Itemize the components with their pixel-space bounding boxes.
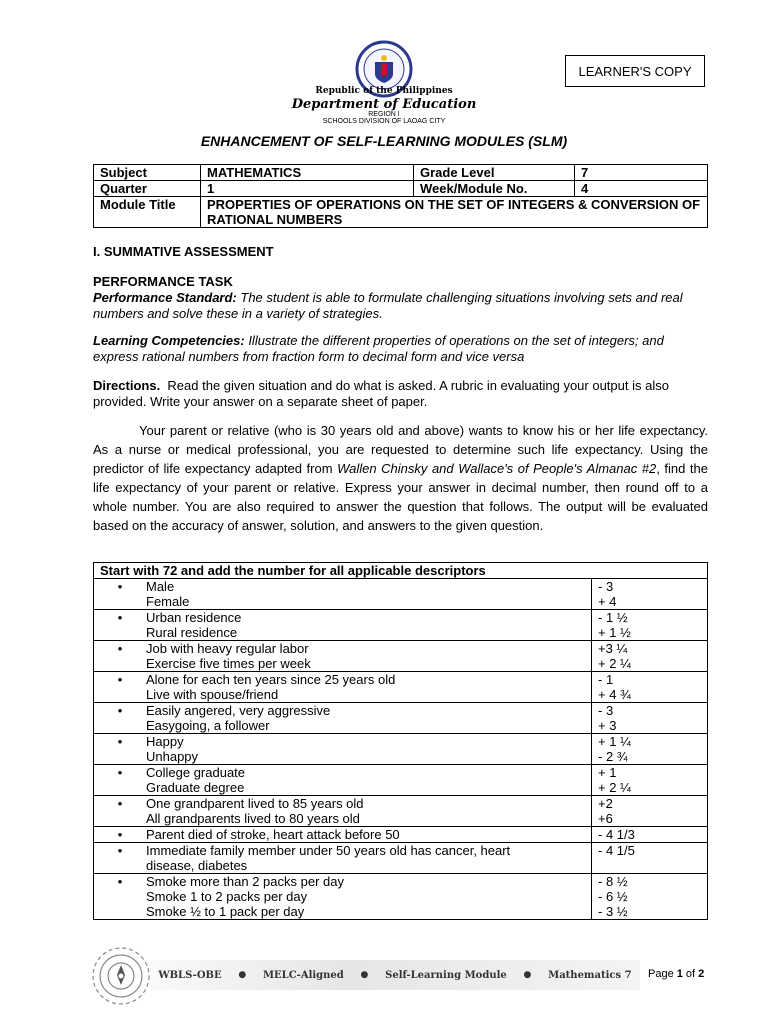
- directions: [93, 378, 708, 410]
- footer-emblem-icon: [90, 945, 152, 1007]
- bullet: •: [117, 827, 123, 842]
- bullet: •: [117, 703, 123, 718]
- footer-item-slm: Self-Learning Module: [385, 969, 507, 981]
- descriptor-value: + 1: [598, 765, 617, 780]
- subject-value: MATHEMATICS: [201, 165, 414, 181]
- descriptor-text: Smoke ½ to 1 pack per day: [146, 904, 305, 919]
- module-title-value: PROPERTIES OF OPERATIONS ON THE SET OF INTEGERS & CONVERSION OF RATIONAL NUMBERS: [201, 197, 708, 228]
- descriptor-text: Unhappy: [146, 749, 199, 764]
- descriptor-text: Easygoing, a follower: [146, 718, 270, 733]
- descriptor-text: Female: [146, 594, 190, 609]
- situation-paragraph: [93, 421, 708, 535]
- performance-standard: [93, 290, 708, 322]
- week-module-label: Week/Module No.: [414, 181, 575, 197]
- descriptor-value: - 4 1/3: [598, 827, 635, 842]
- descriptor-text: Job with heavy regular labor: [146, 641, 309, 656]
- footer-item-wbls: WBLS-OBE: [158, 969, 222, 981]
- bullet: •: [117, 796, 123, 811]
- quarter-value: 1: [201, 181, 414, 197]
- table-row: [94, 843, 708, 874]
- descriptor-text: Smoke more than 2 packs per day: [146, 874, 344, 889]
- descriptor-text: Smoke 1 to 2 packs per day: [146, 889, 308, 904]
- descriptor-text: College graduate: [146, 765, 246, 780]
- bullet: •: [117, 734, 123, 749]
- descriptor-value: + 1 ¼: [598, 734, 631, 749]
- descriptor-text: All grandparents lived to 80 years old: [146, 811, 360, 826]
- learners-copy-label: LEARNER'S COPY: [565, 55, 705, 87]
- module-info-table: [93, 164, 708, 228]
- descriptor-value: +6: [598, 811, 613, 826]
- descriptor-value: - 1 ½: [598, 610, 628, 625]
- learning-competencies-text: Illustrate the different properties of operations on the set of integers; and express rational numbers from fraction form to decimal form and vice versa: [93, 333, 664, 364]
- table-row: [94, 734, 708, 765]
- learning-competencies: [93, 333, 708, 365]
- descriptor-text: Parent died of stroke, heart attack before 50: [146, 827, 400, 842]
- footer-item-melc: MELC-Aligned: [262, 969, 344, 981]
- footer-separator: ●: [360, 970, 369, 980]
- descriptor-text: One grandparent lived to 85 years old: [146, 796, 364, 811]
- descriptor-value: - 3: [598, 579, 614, 594]
- footer-band: [150, 960, 640, 990]
- descriptor-text: Male: [146, 579, 175, 594]
- page-current: 1: [676, 968, 683, 980]
- table-row: [94, 672, 708, 703]
- descriptor-value: - 3 ½: [598, 904, 628, 919]
- descriptor-value: + 2 ¼: [598, 780, 631, 795]
- descriptor-value: + 2 ¼: [598, 656, 631, 671]
- grade-level-value: 7: [575, 165, 708, 181]
- descriptor-value: + 1 ½: [598, 625, 631, 640]
- page-prefix: Page: [648, 968, 677, 980]
- department-heading: Department of Education: [291, 97, 477, 112]
- descriptor-value: +3 ¼: [598, 641, 628, 656]
- page-total: 2: [698, 968, 705, 980]
- descriptor-text: Happy: [146, 734, 184, 749]
- descriptor-value: + 4: [598, 594, 617, 609]
- directions-text: Read the given situation and do what is asked. A rubric in evaluating your output is also provided. Write your answer on a separate sheet of paper.: [93, 378, 673, 409]
- descriptor-text: Easily angered, very aggressive: [146, 703, 331, 718]
- descriptor-text: Live with spouse/friend: [146, 687, 279, 702]
- quarter-label: Quarter: [94, 181, 201, 197]
- descriptor-table: [93, 562, 708, 920]
- descriptor-text: Alone for each ten years since 25 years old: [146, 672, 396, 687]
- descriptor-table-header: Start with 72 and add the number for all applicable descriptors: [94, 563, 708, 579]
- division-heading: SCHOOLS DIVISION OF LAOAG CITY: [322, 118, 446, 125]
- bullet: •: [117, 641, 123, 656]
- table-row: [94, 610, 708, 641]
- section-heading: I. SUMMATIVE ASSESSMENT: [93, 244, 274, 259]
- situation-source: Wallen Chinsky and Wallace's of People's Almanac #2: [337, 461, 657, 476]
- performance-standard-text: The student is able to formulate challenging situations involving sets and real numbers and solve these in a variety of strategies.: [93, 290, 683, 321]
- situation-text-a: Your parent or relative (who is 30 years old and above) wants to know his or her life expectancy. As a nurse or medical professional, you are requested to determine such life expectancy. Using the predictor of life expectancy adapted from: [93, 423, 708, 476]
- table-row: [94, 579, 708, 610]
- bullet: •: [117, 579, 123, 594]
- descriptor-value: + 4 ¾: [598, 687, 631, 702]
- descriptor-value: - 8 ½: [598, 874, 628, 889]
- bullet: •: [117, 765, 123, 780]
- subject-label: Subject: [94, 165, 201, 181]
- republic-heading: Republic of the Philippines: [315, 86, 453, 96]
- situation-text-b: , find the life expectancy of your parent or relative. Express your answer in decimal number, then round off to a whole number. You are also required to answer the question that follows. The output will be evaluated based on the accuracy of answer, solution, and answers to the given question.: [93, 461, 708, 533]
- descriptor-text: Exercise five times per week: [146, 656, 311, 671]
- footer-item-math: Mathematics 7: [548, 969, 632, 981]
- descriptor-value: - 4 1/5: [598, 843, 635, 858]
- footer-separator: ●: [238, 970, 247, 980]
- bullet: •: [117, 843, 123, 858]
- performance-task-heading: PERFORMANCE TASK: [93, 274, 233, 289]
- bullet: •: [117, 672, 123, 687]
- page-number: [648, 968, 704, 980]
- table-row: [94, 641, 708, 672]
- week-module-value: 4: [575, 181, 708, 197]
- descriptor-value: +2: [598, 796, 613, 811]
- descriptor-value: - 6 ½: [598, 889, 628, 904]
- bullet: •: [117, 874, 123, 889]
- directions-label: Directions.: [93, 378, 161, 393]
- performance-standard-label: Performance Standard:: [93, 290, 237, 305]
- learning-competencies-label: Learning Competencies:: [93, 333, 245, 348]
- descriptor-text: disease, diabetes: [146, 858, 248, 873]
- descriptor-value: - 2 ¾: [598, 749, 628, 764]
- module-title-label: Module Title: [94, 197, 201, 228]
- table-row: [94, 796, 708, 827]
- page-mid: of: [682, 968, 699, 980]
- table-row: [94, 765, 708, 796]
- descriptor-text: Immediate family member under 50 years old has cancer, heart: [146, 843, 511, 858]
- descriptor-text: Graduate degree: [146, 780, 245, 795]
- descriptor-value: - 1: [598, 672, 614, 687]
- table-row: [94, 703, 708, 734]
- bullet: •: [117, 610, 123, 625]
- document-title: ENHANCEMENT OF SELF-LEARNING MODULES (SLM): [200, 133, 568, 149]
- descriptor-text: Rural residence: [146, 625, 238, 640]
- descriptor-text: Urban residence: [146, 610, 242, 625]
- table-row: [94, 827, 708, 843]
- grade-level-label: Grade Level: [414, 165, 575, 181]
- footer-separator: ●: [523, 970, 532, 980]
- descriptor-value: - 3: [598, 703, 614, 718]
- table-row: [94, 874, 708, 920]
- region-heading: REGION I: [368, 111, 400, 118]
- descriptor-value: + 3: [598, 718, 617, 733]
